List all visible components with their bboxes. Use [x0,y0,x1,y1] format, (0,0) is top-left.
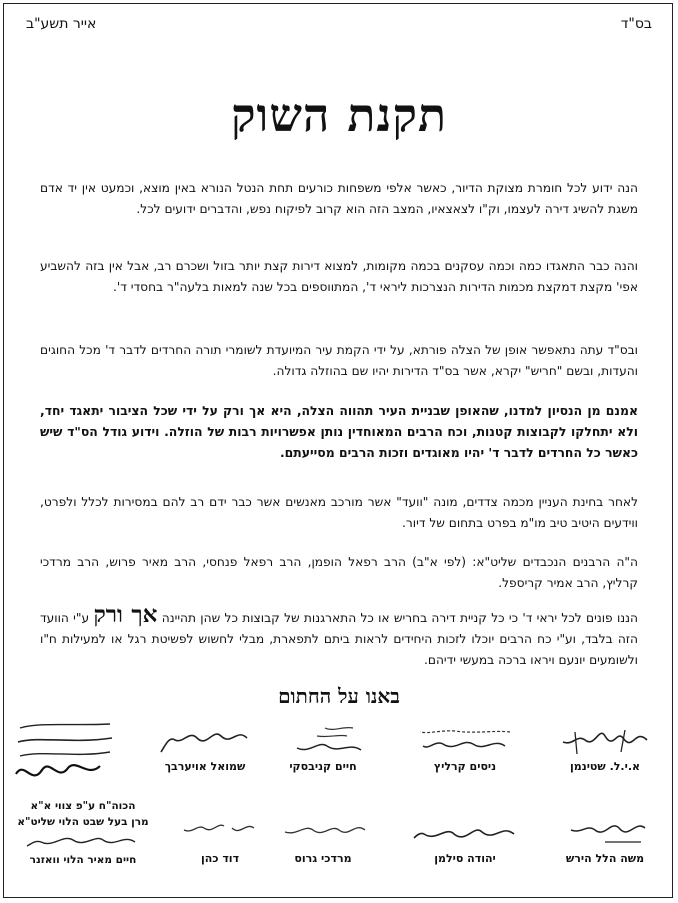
signature-block [263,816,383,865]
paragraph-2: והנה כבר התאגדו כמה וכמה עסקנים בכמה מקומות, למצוא דירות קצת יותר בזול ושכרם רב, אבל אין בזה להשביע אפי' מקצת דמקצת מכמות הדירות הנצרכות ליראי ד', המתווספים בכל שנה למאות בלעה"ר בחסדי ד'. [40,259,638,294]
signature-name: ניסים קרליץ [433,760,497,773]
paragraph-7 [40,601,638,671]
date-header: אייר תשע"ב [26,16,97,32]
signature-name: חיים קניבסקי [289,760,357,773]
paragraph-1: הנה ידוע לכל חומרת מצוקת הדיור, כאשר אלפי משפחות כורעים תחת הנטל הנורא באין מוצא, וכמעט אין יד אדם משגת להשיג דירה לעצמו, וק"ו לצאצאיו, המצב הזה הוא קרוב לפיקוח נפש, והדברים ידועים לכל. [40,181,638,216]
signature-block [545,816,665,865]
page-title: תקנת השוק [230,88,448,142]
rav-note-name: חיים מאיר הלוי וואזנר [29,854,137,866]
signature-block [405,722,525,773]
signature-name: מרדכי גרוס [294,852,352,865]
paragraph-5: לאחר בחינת העניין מכמה צדדים, מונה "וועד" אשר מורכב מאנשים אשר כבר ידם רב להם במסירות לכלל ולפרט, ווידעים היטיב טיב מו"מ בפרט בתחום של דיור. [40,495,638,530]
handwritten-signature [410,816,520,850]
signature-block [145,722,265,773]
signature-name: דוד כהן [200,852,240,865]
handwritten-signature [555,816,655,850]
paragraph-4-bold: אמנם מן הנסיון למדנו, שהאופן שבניית העיר תהווה הצלה, היא אך ורק על ידי שכל הציבור יתאגד יחד, ולא יתחלקו לקבוצות קטנות, וכח הרבים המאוחדין נותן אפשרויות רבות של הוזלה. וידוע גודל הס"ד שיש כאשר כל החרדים לדבר ד' יהיו מאוגדים וזכות הרבים מסייעתם. [40,403,638,460]
signature-name: משה הלל הירש [565,852,645,865]
bsd-header: בס"ד [620,16,652,32]
handwritten-signature [155,722,255,758]
handwritten-signature [415,722,515,758]
signature-block [263,722,383,773]
rav-note [8,798,158,868]
signature-block [160,816,280,865]
handwritten-signature [170,816,270,850]
signature-block [545,722,665,773]
paragraph-6: ה"ה הרבנים הנכבדים שליט"א: (לפי א"ב) הרב רפאל הופמן, הרב רפאל פנחסי, הרב מאיר פרוש, הרב מרדכי קרליץ, הרב אמיר קריספל. [40,555,638,590]
signature-name: שמואל אויערבך [164,760,246,773]
rav-note-line1: הכוה"ח ע"פ צווי א"א [30,800,136,812]
signature-name: א.י.ל. שטינמן [569,760,641,773]
handwritten-stamp [10,716,120,794]
handwritten-signature [273,722,373,758]
paragraph-7-emphasis: אך ורק [93,601,158,628]
handwritten-signature [555,722,655,758]
handwritten-signature [273,816,373,850]
paragraph-3: ובס"ד עתה נתאפשר אופן של הצלה פורתא, על ידי הקמת עיר המיועדת לשומרי תורה החרדים לדבר ד' מכל החוגים והעדות, ובשם "חריש" יקרא, אשר בס"ד הדירות יהיו שם בהוזלה גדולה. [40,343,638,378]
signed-heading: באנו על החתום [278,684,400,708]
rav-note-line2: מרן בעל שבט הלוי שליט"א [17,816,149,828]
signature-name: יהודה סילמן [434,852,496,865]
paragraph-7-end: ע"י הוועד הזה בלבד, וע"י כח הרבים יוכלו לזכות היחידים לראות ביתם לתפארת, מבלי לחשוש לפשיטת רגל או למעילות ח"ו ולשומעים יונעם ויראו ברכה במעשי ידיהם. [40,611,638,667]
signature-block [405,816,525,865]
paragraph-7-start: הננו פונים לכל יראי ד' כי כל קניית דירה בחריש או כל התארגנות של קבוצות כל שהן תהיינה [161,611,638,625]
handwritten-signature [23,830,143,852]
